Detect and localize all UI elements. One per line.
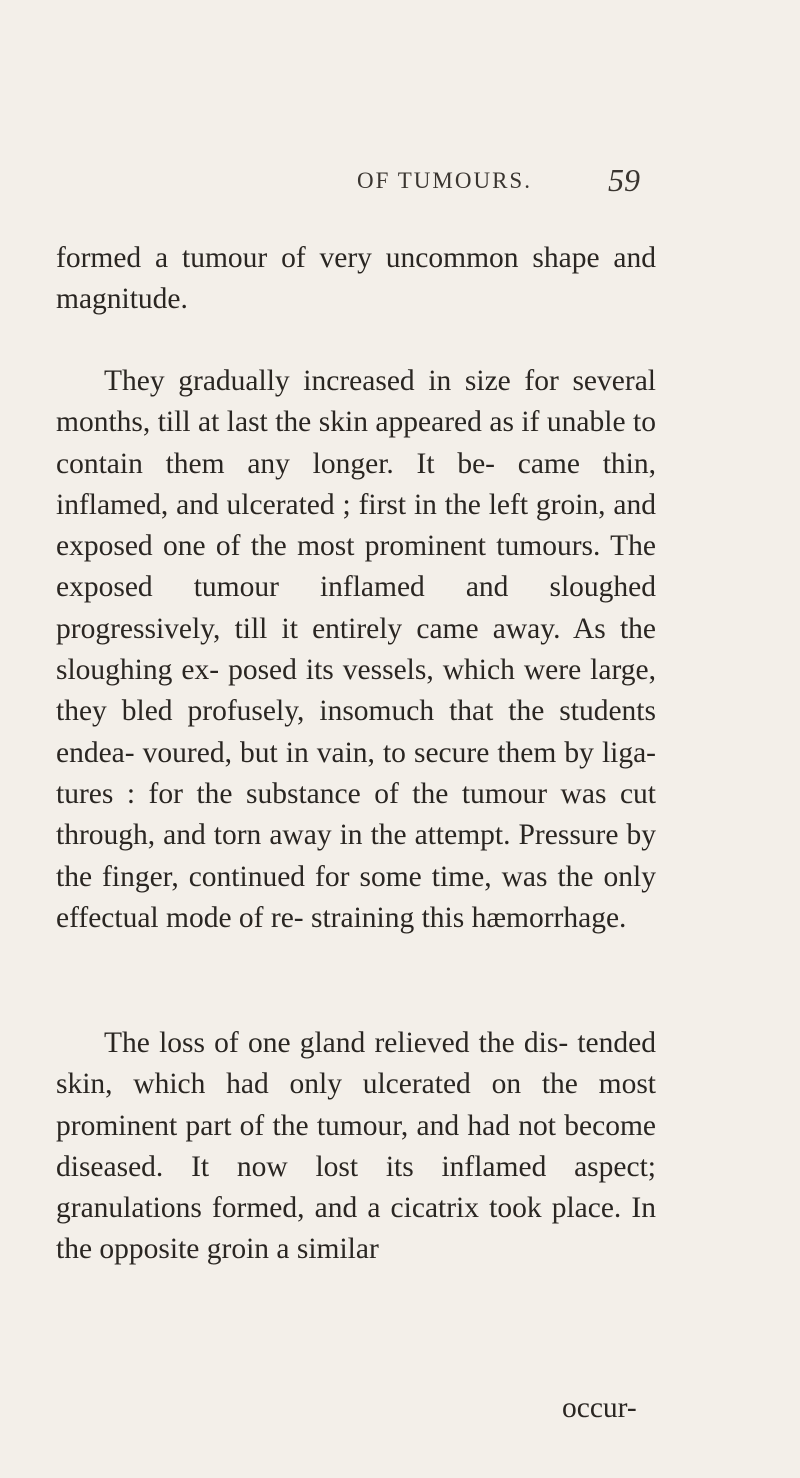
running-head xyxy=(0,162,800,206)
text-block-2 xyxy=(56,361,656,939)
page-number: 59 xyxy=(608,162,640,198)
text-block-1 xyxy=(56,238,656,321)
paragraph: The loss of one gland relieved the dis- tended skin, which had only ulcerated on the most prominent part of the tumour, and had not become diseased. It now lost its inflamed aspect; granulations formed, and a cicatrix took place. In the opposite groin a similar xyxy=(56,1027,656,1266)
catchword: occur- xyxy=(562,1392,637,1424)
paragraph: They gradually increased in size for several months, till at last the skin appeared as if unable to contain them any longer. It be- came thin, inflamed, and ulcerated ; first in the left groin, and exposed one of the most prominent tumours. The exposed tumour inflamed and sloughed progressively, till it entirely came away. As the sloughing ex- posed its vessels, which were large, they bled profusely, insomuch that the students endea- voured, but in vain, to secure them by liga- tures : for the substance of the tumour was cut through, and torn away in the attempt. Pressure by the finger, continued for some time, was the only effectual mode of re- straining this hæmorrhage. xyxy=(56,365,656,934)
text-block-3 xyxy=(56,1023,656,1271)
paragraph-continued: formed a tumour of very uncommon shape and magnitude. xyxy=(56,242,656,316)
running-title: OF TUMOURS. xyxy=(357,168,532,193)
